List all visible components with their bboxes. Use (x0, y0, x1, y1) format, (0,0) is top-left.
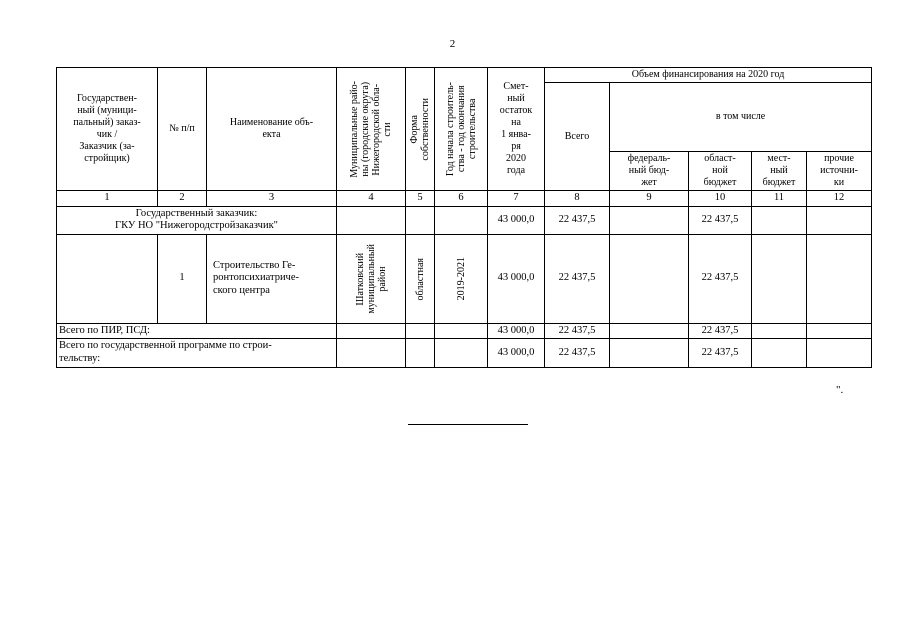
col-number: 1 (57, 191, 158, 207)
empty-cell (610, 339, 689, 367)
header-customer: Государствен- ный (муници- пальный) заказ- чик / Заказчик (за- стройщик) (57, 68, 158, 191)
col-number: 2 (158, 191, 207, 207)
empty-cell (807, 206, 872, 234)
object-estimate: 43 000,0 (488, 234, 545, 323)
pir-row (57, 323, 872, 339)
empty-cell (406, 323, 435, 339)
col-number: 11 (752, 191, 807, 207)
pir-label: Всего по ПИР, ПСД: (57, 323, 337, 339)
col-number: 6 (435, 191, 488, 207)
empty-cell (752, 339, 807, 367)
header-federal: федераль- ный бюд- жет (610, 152, 689, 191)
header-regional: област- ной бюджет (689, 152, 752, 191)
object-num: 1 (158, 234, 207, 323)
program-regional: 22 437,5 (689, 339, 752, 367)
object-ownership: областная (406, 234, 435, 323)
pir-total: 22 437,5 (545, 323, 610, 339)
program-label: Всего по государственной программе по строи- тельству: (57, 339, 337, 367)
customer-total: 22 437,5 (545, 206, 610, 234)
object-regional: 22 437,5 (689, 234, 752, 323)
col-number: 10 (689, 191, 752, 207)
closing-quote: ". (836, 384, 844, 396)
col-number: 4 (337, 191, 406, 207)
header-local: мест- ный бюджет (752, 152, 807, 191)
program-estimate: 43 000,0 (488, 339, 545, 367)
empty-cell (610, 234, 689, 323)
object-total: 22 437,5 (545, 234, 610, 323)
header-ownership: Форма собственности (406, 68, 435, 191)
empty-cell (406, 339, 435, 367)
header-object-name: Наименование объ- екта (207, 68, 337, 191)
col-number: 3 (207, 191, 337, 207)
empty-cell (57, 234, 158, 323)
col-number: 9 (610, 191, 689, 207)
program-total: 22 437,5 (545, 339, 610, 367)
customer-estimate: 43 000,0 (488, 206, 545, 234)
object-name: Строительство Ге- ронтопсихиатриче- ского центра (207, 234, 337, 323)
header-total: Всего (545, 83, 610, 191)
empty-cell (337, 323, 406, 339)
header-estimate-balance: Смет- ный остаток на 1 янва- ря 2020 года (488, 68, 545, 191)
empty-cell (752, 206, 807, 234)
header-other: прочие источни- ки (807, 152, 872, 191)
empty-cell (807, 339, 872, 367)
header-num: № п/п (158, 68, 207, 191)
empty-cell (807, 234, 872, 323)
empty-cell (752, 323, 807, 339)
pir-estimate: 43 000,0 (488, 323, 545, 339)
empty-cell (807, 323, 872, 339)
column-numbers-row (57, 191, 872, 207)
empty-cell (610, 206, 689, 234)
header-row-1 (57, 68, 872, 83)
customer-regional: 22 437,5 (689, 206, 752, 234)
empty-cell (435, 206, 488, 234)
empty-cell (752, 234, 807, 323)
customer-row (57, 206, 872, 234)
empty-cell (337, 339, 406, 367)
empty-cell (435, 323, 488, 339)
col-number: 7 (488, 191, 545, 207)
financing-table (56, 67, 872, 368)
empty-cell (337, 206, 406, 234)
header-districts: Муниципальные райо- ны (городские округа) Нижегородской обла- сти (337, 68, 406, 191)
program-row (57, 339, 872, 367)
col-number: 12 (807, 191, 872, 207)
object-years: 2019-2021 (435, 234, 488, 323)
empty-cell (435, 339, 488, 367)
col-number: 8 (545, 191, 610, 207)
object-row (57, 234, 872, 323)
object-district: Шатковский муниципальный район (337, 234, 406, 323)
separator-line (408, 424, 528, 425)
empty-cell (406, 206, 435, 234)
header-including: в том числе (610, 83, 872, 152)
header-years: Год начала строитель- ства - год окончания строительства (435, 68, 488, 191)
empty-cell (610, 323, 689, 339)
customer-label: Государственный заказчик: ГКУ НО "Нижегородстройзаказчик" (57, 206, 337, 234)
page-number: 2 (449, 38, 456, 50)
header-financing-title: Объем финансирования на 2020 год (545, 68, 872, 83)
col-number: 5 (406, 191, 435, 207)
pir-regional: 22 437,5 (689, 323, 752, 339)
